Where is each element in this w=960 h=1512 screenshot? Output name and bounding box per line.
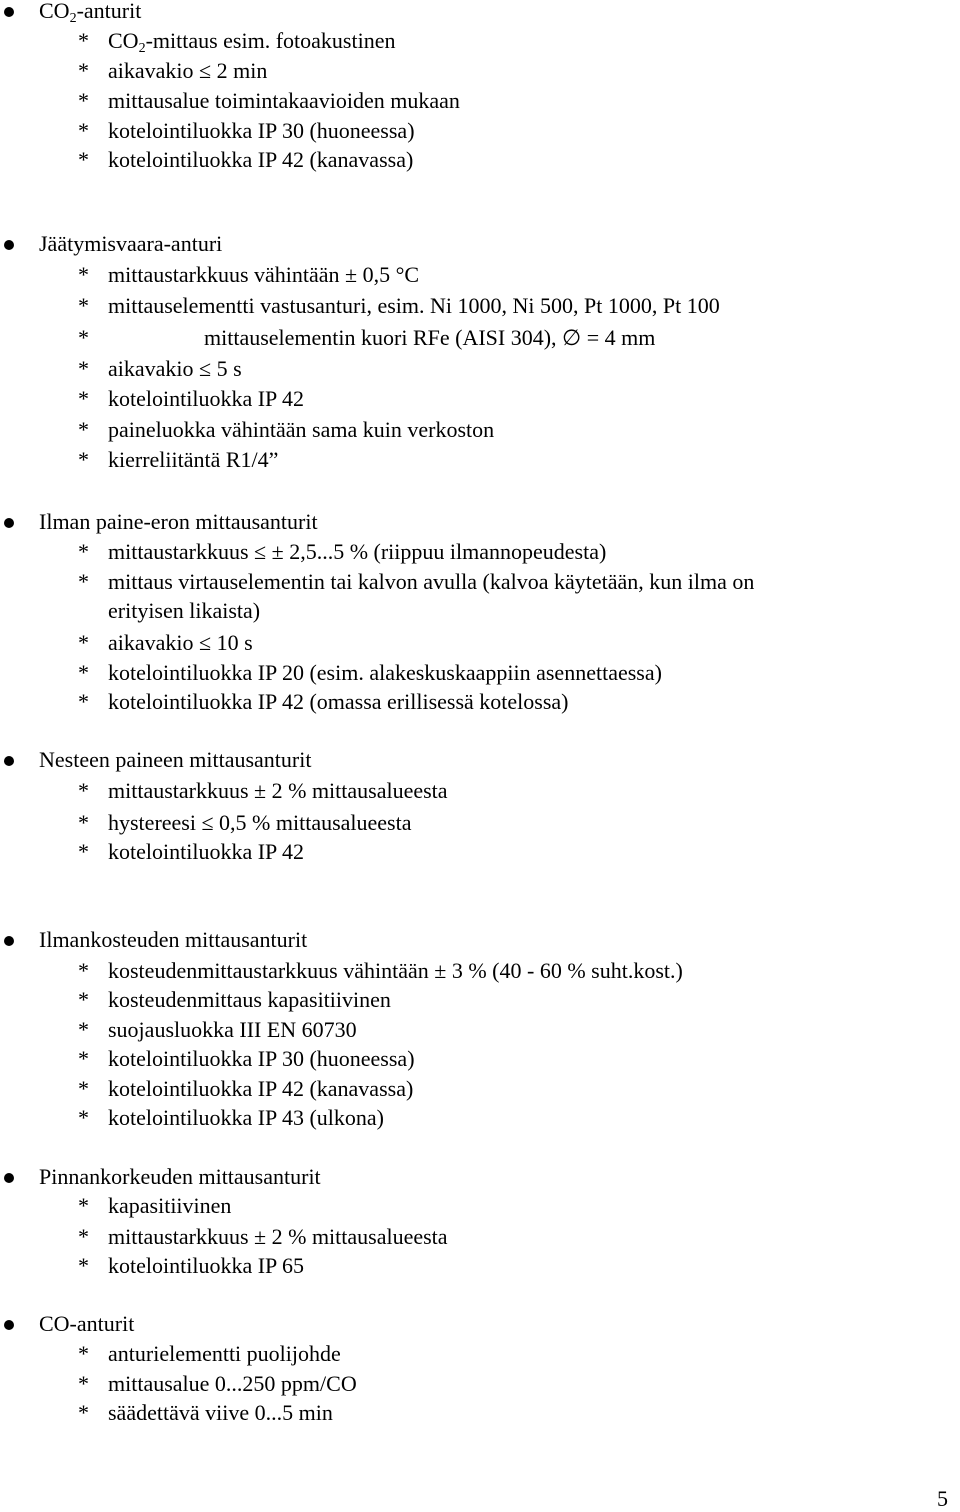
list-marker: * bbox=[78, 569, 89, 594]
list-item-text: paineluokka vähintään sama kuin verkoston bbox=[108, 417, 495, 442]
list-item-text: hystereesi ≤ 0,5 % mittausalueesta bbox=[108, 810, 412, 835]
bullet-dot-icon bbox=[4, 7, 14, 17]
list-item-text: CO2-mittaus esim. fotoakustinen bbox=[108, 28, 396, 56]
list-item-text: kotelointiluokka IP 30 (huoneessa) bbox=[108, 1046, 415, 1071]
list-item bbox=[0, 323, 960, 353]
list-item-text: mittaustarkkuus ≤ ± 2,5...5 % (riippuu ilmannopeudesta) bbox=[108, 539, 607, 564]
list-item bbox=[0, 1015, 960, 1045]
section-heading-row bbox=[0, 925, 960, 955]
list-item bbox=[0, 956, 960, 986]
bullet-dot-icon bbox=[4, 1320, 14, 1330]
list-item-text: anturielementti puolijohde bbox=[108, 1341, 341, 1366]
list-item-text: aikavakio ≤ 5 s bbox=[108, 356, 242, 381]
section-heading-row bbox=[0, 1309, 960, 1339]
list-marker: * bbox=[78, 447, 89, 472]
list-item bbox=[0, 384, 960, 414]
list-item bbox=[0, 1074, 960, 1104]
list-item-text: mittaustarkkuus ± 2 % mittausalueesta bbox=[108, 778, 448, 803]
list-item bbox=[0, 86, 960, 116]
list-item bbox=[0, 1044, 960, 1074]
bullet-dot-icon bbox=[4, 936, 14, 946]
list-marker: * bbox=[78, 539, 89, 564]
list-marker: * bbox=[78, 1076, 89, 1101]
list-item bbox=[0, 116, 960, 146]
list-item-text: mittausalue 0...250 ppm/CO bbox=[108, 1371, 357, 1396]
list-marker: * bbox=[78, 660, 89, 685]
section-heading-row bbox=[0, 507, 960, 537]
list-marker: * bbox=[78, 118, 89, 143]
list-item bbox=[0, 808, 960, 838]
list-item bbox=[0, 145, 960, 175]
list-item bbox=[0, 56, 960, 86]
section-heading: Pinnankorkeuden mittausanturit bbox=[39, 1164, 321, 1189]
list-item bbox=[0, 687, 960, 717]
list-marker: * bbox=[78, 630, 89, 655]
page-number: 5 bbox=[937, 1486, 948, 1511]
section-heading-row bbox=[0, 229, 960, 259]
list-item-continuation bbox=[0, 596, 960, 626]
list-item-text: kotelointiluokka IP 42 bbox=[108, 386, 304, 411]
list-item bbox=[0, 1369, 960, 1399]
list-item-text: kotelointiluokka IP 65 bbox=[108, 1253, 304, 1278]
list-item bbox=[0, 628, 960, 658]
list-marker: * bbox=[78, 1224, 89, 1249]
list-marker: * bbox=[78, 1193, 89, 1218]
list-item-text: mittauselementin kuori RFe (AISI 304), ∅ = 4 mm bbox=[204, 325, 656, 350]
list-item bbox=[0, 291, 960, 321]
list-item-text: kosteudenmittaus kapasitiivinen bbox=[108, 987, 391, 1012]
section-heading: Nesteen paineen mittausanturit bbox=[39, 747, 312, 772]
list-item-text: säädettävä viive 0...5 min bbox=[108, 1400, 333, 1425]
list-item-text: kotelointiluokka IP 42 (omassa erillisessä kotelossa) bbox=[108, 689, 569, 714]
list-marker: * bbox=[78, 58, 89, 83]
list-item bbox=[0, 1339, 960, 1369]
list-marker: * bbox=[78, 689, 89, 714]
list-item bbox=[0, 1222, 960, 1252]
list-marker: * bbox=[78, 1253, 89, 1278]
list-marker: * bbox=[78, 778, 89, 803]
list-item bbox=[0, 415, 960, 445]
list-item-text: kotelointiluokka IP 30 (huoneessa) bbox=[108, 118, 415, 143]
list-item bbox=[0, 260, 960, 290]
section-heading: Ilmankosteuden mittausanturit bbox=[39, 927, 308, 952]
section-heading: Jäätymisvaara-anturi bbox=[39, 231, 223, 256]
list-marker: * bbox=[78, 147, 89, 172]
list-marker: * bbox=[78, 1017, 89, 1042]
list-item-text: mittaus virtauselementin tai kalvon avulla (kalvoa käytetään, kun ilma on bbox=[108, 569, 755, 594]
list-marker: * bbox=[78, 1046, 89, 1071]
list-item bbox=[0, 567, 960, 597]
list-item-text: mittaustarkkuus ± 2 % mittausalueesta bbox=[108, 1224, 448, 1249]
section-heading: CO-anturit bbox=[39, 1311, 135, 1336]
list-item bbox=[0, 1103, 960, 1133]
bullet-dot-icon bbox=[4, 1173, 14, 1183]
bullet-dot-icon bbox=[4, 518, 14, 528]
list-marker: * bbox=[78, 958, 89, 983]
list-item bbox=[0, 26, 960, 56]
section-heading-row bbox=[0, 0, 960, 26]
list-item-text: kotelointiluokka IP 42 bbox=[108, 839, 304, 864]
list-item-text: aikavakio ≤ 10 s bbox=[108, 630, 253, 655]
list-marker: * bbox=[78, 1371, 89, 1396]
list-item bbox=[0, 537, 960, 567]
list-item bbox=[0, 837, 960, 867]
list-marker: * bbox=[78, 417, 89, 442]
list-item-text: kapasitiivinen bbox=[108, 1193, 232, 1218]
list-item bbox=[0, 1251, 960, 1281]
list-item-text: kotelointiluokka IP 20 (esim. alakeskuskaappiin asennettaessa) bbox=[108, 660, 662, 685]
list-marker: * bbox=[78, 88, 89, 113]
list-item-text: aikavakio ≤ 2 min bbox=[108, 58, 268, 83]
section-heading-row bbox=[0, 745, 960, 775]
list-marker: * bbox=[78, 1105, 89, 1130]
list-marker: * bbox=[78, 356, 89, 381]
list-marker: * bbox=[78, 262, 89, 287]
bullet-dot-icon bbox=[4, 756, 14, 766]
list-item bbox=[0, 985, 960, 1015]
list-marker: * bbox=[78, 810, 89, 835]
section-heading-row bbox=[0, 1162, 960, 1192]
list-item bbox=[0, 354, 960, 384]
list-marker: * bbox=[78, 1341, 89, 1366]
list-item-text: erityisen likaista) bbox=[108, 598, 261, 623]
list-item bbox=[0, 776, 960, 806]
list-marker: * bbox=[78, 28, 89, 53]
bullet-dot-icon bbox=[4, 240, 14, 250]
list-marker: * bbox=[78, 386, 89, 411]
list-item bbox=[0, 445, 960, 475]
list-item-text: kotelointiluokka IP 43 (ulkona) bbox=[108, 1105, 384, 1130]
list-marker: * bbox=[78, 987, 89, 1012]
list-item-text: kotelointiluokka IP 42 (kanavassa) bbox=[108, 147, 414, 172]
list-item-text: mittausalue toimintakaavioiden mukaan bbox=[108, 88, 460, 113]
list-item bbox=[0, 658, 960, 688]
list-item bbox=[0, 1398, 960, 1428]
list-item-text: mittauselementti vastusanturi, esim. Ni 1000, Ni 500, Pt 1000, Pt 100 bbox=[108, 293, 720, 318]
section-heading: CO2-anturit bbox=[39, 0, 142, 26]
list-item bbox=[0, 1191, 960, 1221]
list-item-text: kotelointiluokka IP 42 (kanavassa) bbox=[108, 1076, 414, 1101]
list-marker: * bbox=[78, 1400, 89, 1425]
list-item-text: mittaustarkkuus vähintään ± 0,5 °C bbox=[108, 262, 420, 287]
list-marker: * bbox=[78, 293, 89, 318]
list-item-text: kosteudenmittaustarkkuus vähintään ± 3 % (40 - 60 % suht.kost.) bbox=[108, 958, 683, 983]
list-item-text: kierreliitäntä R1/4” bbox=[108, 447, 279, 472]
list-marker: * bbox=[78, 325, 89, 350]
list-item-text: suojausluokka III EN 60730 bbox=[108, 1017, 357, 1042]
section-heading: Ilman paine-eron mittausanturit bbox=[39, 509, 318, 534]
list-marker: * bbox=[78, 839, 89, 864]
